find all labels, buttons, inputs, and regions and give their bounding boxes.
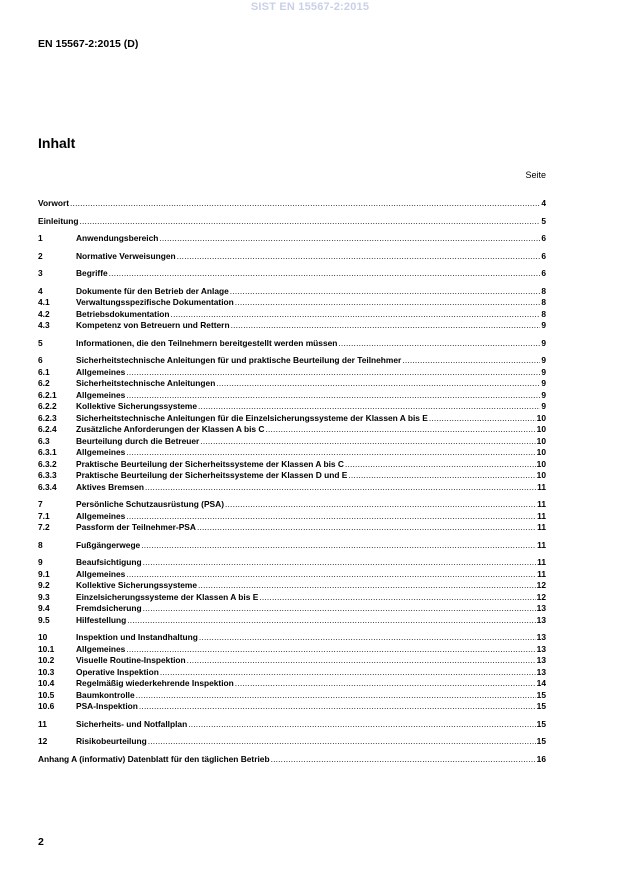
toc-entry-number: 5 [38,337,43,348]
toc-entry[interactable] [38,470,546,482]
toc-entry-number: 6.3.3 [38,470,57,480]
toc-leader-dots [148,736,536,748]
toc-entry-page: 10 [536,470,546,480]
toc-entry-number: 9.1 [38,568,50,579]
toc-entry-number: 2 [38,250,43,261]
toc-entry-number: 11 [38,718,47,729]
toc-entry[interactable] [38,355,546,367]
toc-entry-title: Sicherheitstechnische Anleitungen [76,378,216,388]
toc-entry-title: Sicherheitstechnische Anleitungen für die Einzelsicherungssysteme der Klassen A bis E [76,412,428,423]
toc-entry[interactable] [38,309,546,321]
toc-entry[interactable] [38,667,546,679]
toc-entry-title: PSA-Inspektion [76,701,138,711]
toc-entry-page: 12 [536,591,546,602]
toc-leader-dots [126,644,535,656]
toc-leader-dots [265,424,535,436]
toc-entry[interactable] [38,268,546,280]
toc-entry-title: Fremdsicherung [76,603,142,613]
toc-entry-number: 1 [38,233,43,243]
toc-entry-page: 10 [536,435,546,446]
toc-entry-page: 9 [541,366,546,377]
toc-entry[interactable] [38,603,546,615]
toc-entry[interactable] [38,690,546,702]
toc-entry-page: 12 [536,580,546,590]
toc-entry-title: Risikobeurteilung [76,736,147,746]
toc-entry-page: 11 [537,522,546,532]
toc-entry-title: Regelmäßig wiederkehrende Inspektion [76,678,234,688]
toc-entry[interactable] [38,580,546,592]
toc-entry[interactable] [38,367,546,379]
toc-entry-title: Einzelsicherungssysteme der Klassen A bis E [76,591,259,602]
toc-entry-title: Kollektive Sicherungssysteme [76,401,198,411]
toc-entry-page: 13 [536,655,546,665]
toc-leader-dots [216,378,540,390]
toc-entry-number: 6.2.2 [38,401,57,411]
toc-entry-number: 6.2.1 [38,389,57,400]
toc-entry[interactable] [38,678,546,690]
toc-entry-number: 7.2 [38,522,50,532]
toc-entry[interactable] [38,499,546,511]
toc-entry-number: 6.2.3 [38,412,57,423]
toc-entry-page: 13 [536,643,546,654]
toc-entry[interactable] [38,644,546,656]
toc-entry-title: Dokumente für den Betrieb der Anlage [76,285,229,296]
toc-leader-dots [70,198,540,210]
toc-entry[interactable] [38,436,546,448]
toc-entry-number: 10.4 [38,678,55,688]
table-of-contents [38,198,546,765]
toc-leader-dots [160,667,536,679]
toc-entry-title: Operative Inspektion [76,666,159,677]
toc-leader-dots [197,522,536,534]
toc-entry-page: 15 [536,689,546,700]
toc-entry-title: Aktives Bremsen [76,481,144,492]
toc-entry[interactable] [38,390,546,402]
toc-entry-page: 8 [541,308,546,319]
toc-entry[interactable] [38,459,546,471]
toc-entry-page: 9 [541,389,546,400]
toc-leader-dots [141,540,536,552]
toc-entry-number: 10.2 [38,655,55,665]
toc-entry-title: Persönliche Schutzausrüstung (PSA) [76,499,224,509]
toc-leader-dots [136,690,536,702]
toc-leader-dots [126,511,536,523]
toc-entry[interactable] [38,447,546,459]
toc-leader-dots [143,557,537,569]
toc-leader-dots [271,754,536,766]
toc-entry-title: Passform der Teilnehmer-PSA [76,522,196,532]
toc-entry-title: Allgemeines [76,643,126,654]
toc-entry-title: Normative Verweisungen [76,250,176,261]
toc-entry[interactable] [38,413,546,425]
toc-entry-page: 15 [536,718,546,729]
toc-entry-title: Praktische Beurteilung der Sicherheitssysteme der Klassen D und E [76,470,348,480]
toc-entry-number: 9 [38,557,43,567]
toc-entry-title: Betriebsdokumentation [76,308,170,319]
toc-entry-number: 4.1 [38,297,50,307]
toc-entry-page: 11 [537,568,546,579]
toc-leader-dots [188,719,535,731]
toc-entry-page: 15 [536,736,546,746]
toc-entry-number: 6.2.4 [38,424,57,434]
toc-entry-page: 6 [541,268,546,278]
toc-leader-dots [259,592,535,604]
toc-entry-title: Hilfestellung [76,614,127,625]
toc-entry-number: 6.3.4 [38,481,57,492]
toc-leader-dots [79,216,540,228]
toc-entry[interactable] [38,569,546,581]
toc-entry[interactable] [38,482,546,494]
toc-leader-dots [126,569,536,581]
toc-leader-dots [429,413,536,425]
toc-entry-page: 11 [537,481,546,492]
toc-entry-page: 8 [541,297,546,307]
toc-entry-number: 3 [38,268,43,278]
toc-entry-title: Allgemeines [76,447,126,457]
toc-leader-dots [177,251,541,263]
toc-entry-number: 6.3 [38,435,50,446]
toc-entry-page: 9 [541,378,546,388]
toc-entry-title: Allgemeines [76,389,126,400]
toc-entry-number: 4.3 [38,320,50,330]
toc-entry-title: Zusätzliche Anforderungen der Klassen A bis C [76,424,265,434]
toc-entry[interactable] [38,632,546,644]
toc-leader-dots [345,459,536,471]
toc-entry-number: 10.5 [38,689,55,700]
toc-entry-number: 7.1 [38,510,50,521]
toc-entry[interactable] [38,540,546,552]
toc-entry-page: 11 [537,510,546,521]
toc-entry-number: 10.3 [38,666,55,677]
toc-entry-number: 6.2 [38,378,50,388]
toc-entry-number: 8 [38,539,43,550]
toc-entry-title: Einleitung [38,215,79,226]
toc-entry[interactable] [38,378,546,390]
toc-entry-title: Allgemeines [76,366,126,377]
toc-entry-page: 8 [541,285,546,296]
toc-leader-dots [235,678,536,690]
toc-entry-title: Visuelle Routine-Inspektion [76,655,186,665]
toc-entry-number: 6 [38,355,43,365]
toc-entry-number: 12 [38,736,48,746]
toc-entry[interactable] [38,736,546,748]
toc-leader-dots [171,309,541,321]
toc-entry-page: 15 [536,701,546,711]
toc-entry-title: Allgemeines [76,510,126,521]
toc-entry-page: 9 [541,401,546,411]
toc-entry-title: Kollektive Sicherungssysteme [76,580,198,590]
toc-entry-title: Allgemeines [76,568,126,579]
toc-entry-number: 4.2 [38,308,50,319]
toc-leader-dots [198,401,540,413]
toc-entry-title: Praktische Beurteilung der Sicherheitssysteme der Klassen A bis C [76,458,344,469]
toc-entry-number: 6.1 [38,366,50,377]
toc-entry-title: Beurteilung durch die Betreuer [76,435,200,446]
toc-leader-dots [126,447,535,459]
toc-leader-dots [235,297,541,309]
toc-leader-dots [338,338,540,350]
toc-entry-title: Fußgängerwege [76,539,141,550]
toc-leader-dots [225,499,536,511]
toc-entry[interactable] [38,754,546,766]
toc-entry-page: 10 [536,458,546,469]
toc-entry-page: 13 [536,614,546,625]
toc-entry[interactable] [38,719,546,731]
toc-leader-dots [231,320,541,332]
toc-leader-dots [139,701,536,713]
toc-entry-page: 9 [541,337,546,348]
page-title: Inhalt [38,135,76,151]
toc-entry-page: 13 [536,666,546,677]
toc-entry-page: 9 [541,320,546,330]
toc-entry-title: Anhang A (informativ) Datenblatt für den täglichen Betrieb [38,753,270,764]
toc-leader-dots [159,233,540,245]
toc-entry-page: 16 [536,753,546,764]
toc-entry-page: 9 [541,355,546,365]
toc-entry-page: 11 [537,557,546,567]
toc-entry-number: 9.4 [38,603,50,613]
toc-entry-title: Sicherheits- und Notfallplan [76,718,188,729]
toc-entry[interactable] [38,655,546,667]
toc-entry-number: 9.3 [38,591,50,602]
toc-entry-page: 10 [536,447,546,457]
toc-entry[interactable] [38,297,546,309]
page-number: 2 [38,836,44,848]
toc-entry-page: 6 [541,233,546,243]
toc-leader-dots [198,580,536,592]
toc-entry-title: Verwaltungsspezifische Dokumentation [76,297,234,307]
toc-entry-page: 13 [536,632,546,642]
toc-leader-dots [402,355,540,367]
toc-entry[interactable] [38,511,546,523]
toc-entry[interactable] [38,216,546,228]
toc-leader-dots [126,367,540,379]
toc-entry[interactable] [38,615,546,627]
toc-entry-page: 10 [536,424,546,434]
toc-entry[interactable] [38,557,546,569]
toc-entry-number: 10.1 [38,643,55,654]
toc-entry-page: 11 [537,499,546,509]
toc-entry[interactable] [38,701,546,713]
toc-entry-number: 4 [38,285,43,296]
toc-entry[interactable] [38,251,546,263]
toc-entry-title: Sicherheitstechnische Anleitungen für und praktische Beurteilung der Teilnehmer [76,355,402,365]
toc-entry[interactable] [38,286,546,298]
document-id: EN 15567-2:2015 (D) [38,38,139,50]
toc-leader-dots [127,615,535,627]
toc-leader-dots [126,390,540,402]
toc-entry-number: 10 [38,632,48,642]
toc-entry-page: 14 [536,678,546,688]
toc-entry-title: Informationen, die den Teilnehmern bereitgestellt werden müssen [76,337,338,348]
toc-entry-title: Begriffe [76,268,108,278]
toc-entry[interactable] [38,198,546,210]
toc-entry-number: 6.3.1 [38,447,57,457]
toc-leader-dots [200,436,535,448]
toc-entry[interactable] [38,401,546,413]
toc-entry-page: 5 [541,215,546,226]
toc-leader-dots [187,655,536,667]
toc-leader-dots [109,268,541,280]
toc-entry-title: Vorwort [38,198,70,208]
toc-entry-number: 9.5 [38,614,50,625]
page-column-label: Seite [525,170,546,180]
toc-entry-page: 10 [536,412,546,423]
toc-entry-number: 10.6 [38,701,55,711]
toc-leader-dots [145,482,536,494]
toc-entry-page: 4 [541,198,546,208]
toc-leader-dots [143,603,536,615]
toc-leader-dots [348,470,535,482]
toc-entry[interactable] [38,424,546,436]
toc-entry-title: Anwendungsbereich [76,233,159,243]
watermark: SIST EN 15567-2:2015 [250,1,370,13]
toc-entry-title: Beaufsichtigung [76,557,142,567]
toc-entry[interactable] [38,233,546,245]
toc-leader-dots [199,632,536,644]
toc-entry-title: Baumkontrolle [76,689,135,700]
toc-entry[interactable] [38,338,546,350]
toc-entry-page: 11 [537,539,546,550]
toc-entry[interactable] [38,522,546,534]
toc-entry[interactable] [38,320,546,332]
toc-entry-title: Inspektion und Instandhaltung [76,632,198,642]
toc-entry-page: 13 [536,603,546,613]
toc-entry-number: 9.2 [38,580,50,590]
toc-entry-page: 6 [541,250,546,261]
toc-entry-number: 6.3.2 [38,458,57,469]
toc-entry-number: 7 [38,499,43,509]
toc-entry[interactable] [38,592,546,604]
toc-leader-dots [230,286,541,298]
toc-entry-title: Kompetenz von Betreuern und Rettern [76,320,230,330]
